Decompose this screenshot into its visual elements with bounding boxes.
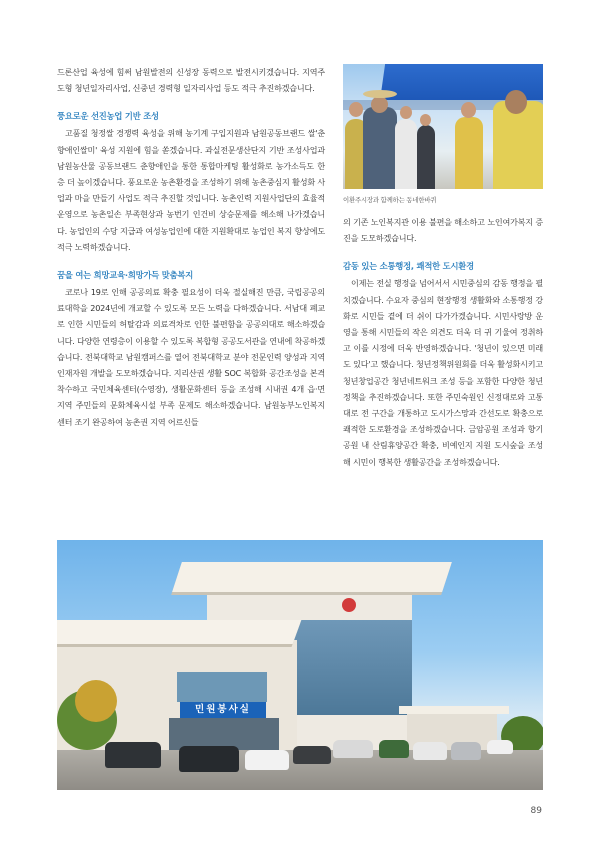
- right-column: [343, 64, 543, 470]
- section-text-agriculture: 고품질 청정쌀 경쟁력 육성을 위해 농기계 구입지원과 남원공동브랜드 쌀'춘향애인쌀미' 육성 지원에 힘을 쏟겠습니다. 과실전문생산단지 기반 조성사업과 남원농산물 공동브랜드 춘향애인을 통한 통합마케팅 활성화로 농가소득도 한층 더 높이겠습니다. 풍요로운 농촌환경을 조성하기 위해 농촌중심지 활성화 사업과 마을 만들기 사업도 적극 추진할 것입니다. 농촌인력 지원사업단의 효율적 운영으로 농촌일손 부족현상과 농번기 인건비 상승문제를 해소해 나가겠습니다. 농업인의 수당 지급과 여성농업인에 대한 지원확대로 농업인 복지 향상에도 적극 노력하겠습니다.: [57, 128, 325, 252]
- car: [413, 742, 447, 760]
- car: [333, 740, 373, 758]
- person-head: [505, 90, 527, 114]
- person-head: [400, 106, 412, 119]
- person-figure: [395, 119, 417, 189]
- city-hall-photo: [57, 540, 543, 790]
- meeting-photo: [343, 64, 543, 189]
- person-figure: [493, 101, 543, 189]
- person-head: [371, 96, 388, 113]
- page-number: 89: [530, 806, 542, 816]
- car: [293, 746, 331, 764]
- car: [487, 740, 513, 754]
- continued-paragraph: 의 기존 노인복지관 이용 불편을 해소하고 노인여가복지 증진을 도모하겠습니다.: [343, 217, 543, 244]
- section-text-administration: 이제는 전실 행정을 넘어서서 시민중심의 감동 행정을 펼치겠습니다. 수요자 중심의 현장행정 생활화와 소통행정 강화로 시민들 곁에 더 쉬이 다가가겠습니다. 시민사랑방 운영을 통해 시민들의 작은 의견도 더욱 더 귀 기울여 정취하고 이를 시정에 더욱 반영하겠습니다. '청년이 있으면 미래도 있다'고 했습니다. 청년정책위원회를 더욱 활성화시키고 청년창업공간 청년네트워크 조성 등을 포함한 다양한 청년정책을 추진하겠습니다. 또한 주민숙원인 신정대로와 고통대로 전 구간을 개통하고 도시가스망과 간선도로 확충으로 쾌적한 도로환경을 조성하겠습니다. 금암공원 조성과 향기공원 내 산림휴양공간 확충, 비예인지 지원 도시숲을 조성해 시민이 행복한 생활공간을 조성하겠습니다.: [343, 278, 543, 467]
- section-text-welfare: 코로나 19로 인해 공공의료 확충 필요성이 더욱 절실해진 만큼, 국립공공의료대학을 2024년에 개교할 수 있도록 모든 노력을 다하겠습니다. 서남대 폐교로 인한 시민들의 허탈감과 의료격차로 인한 불편함을 공공의대로 해소하겠습니다. 다양한 연령층이 이용할 수 있도록 복합형 공공도서관을 연내에 착공하겠습니다. 전북대학교 남원캠퍼스를 열어 전북대학교 분야 전문인력 양성과 지역 인재자원 개발을 도모하겠습니다. 지리산권 생활 SOC 복합화 공간조성을 본격 착수하고 국민체육센터(수영장), 생활문화센터 등을 조성해 시내권 4개 읍·면 지역 주민들의 문화체육시설 부족 문제도 해소하겠습니다. 남원농부노인복지센터 조기 완공하여 농촌권 지역 어르신들: [57, 287, 325, 427]
- car: [105, 742, 161, 768]
- straw-hat: [363, 90, 397, 98]
- car: [179, 746, 239, 772]
- photo-caption: 이환주시장과 함께하는 동네한바퀴: [343, 196, 437, 204]
- car: [245, 750, 289, 770]
- person-head: [461, 102, 476, 118]
- car: [379, 740, 409, 758]
- person-figure: [363, 107, 397, 189]
- person-figure: [417, 125, 435, 189]
- person-figure: [455, 117, 483, 189]
- left-column: [57, 64, 325, 430]
- section-heading-administration: 감동 있는 소통행정, 쾌적한 도시환경: [343, 261, 474, 272]
- building-roof: [172, 562, 452, 592]
- left-wing-roof: [57, 620, 301, 644]
- person-head: [349, 102, 363, 117]
- civil-service-sign: 민원봉사실: [180, 702, 266, 718]
- section-heading-welfare: 꿈을 여는 희망교육·희망가득 맞춤복지: [57, 270, 194, 281]
- car: [451, 742, 481, 760]
- annex-roof: [399, 706, 509, 714]
- person-head: [420, 114, 431, 126]
- left-wing-glass: [177, 672, 267, 702]
- section-heading-agriculture: 풍요로운 선진농업 기반 조성: [57, 111, 159, 122]
- city-emblem-icon: [342, 598, 356, 612]
- tower-glass: [292, 620, 412, 715]
- intro-paragraph: 드론산업 육성에 힘써 남원발전의 신성장 동력으로 발전시키겠습니다. 지역주도형 청년일자리사업, 신중년 경력형 일자리사업 등도 적극 추진하겠습니다.: [57, 67, 325, 94]
- tree: [75, 680, 117, 722]
